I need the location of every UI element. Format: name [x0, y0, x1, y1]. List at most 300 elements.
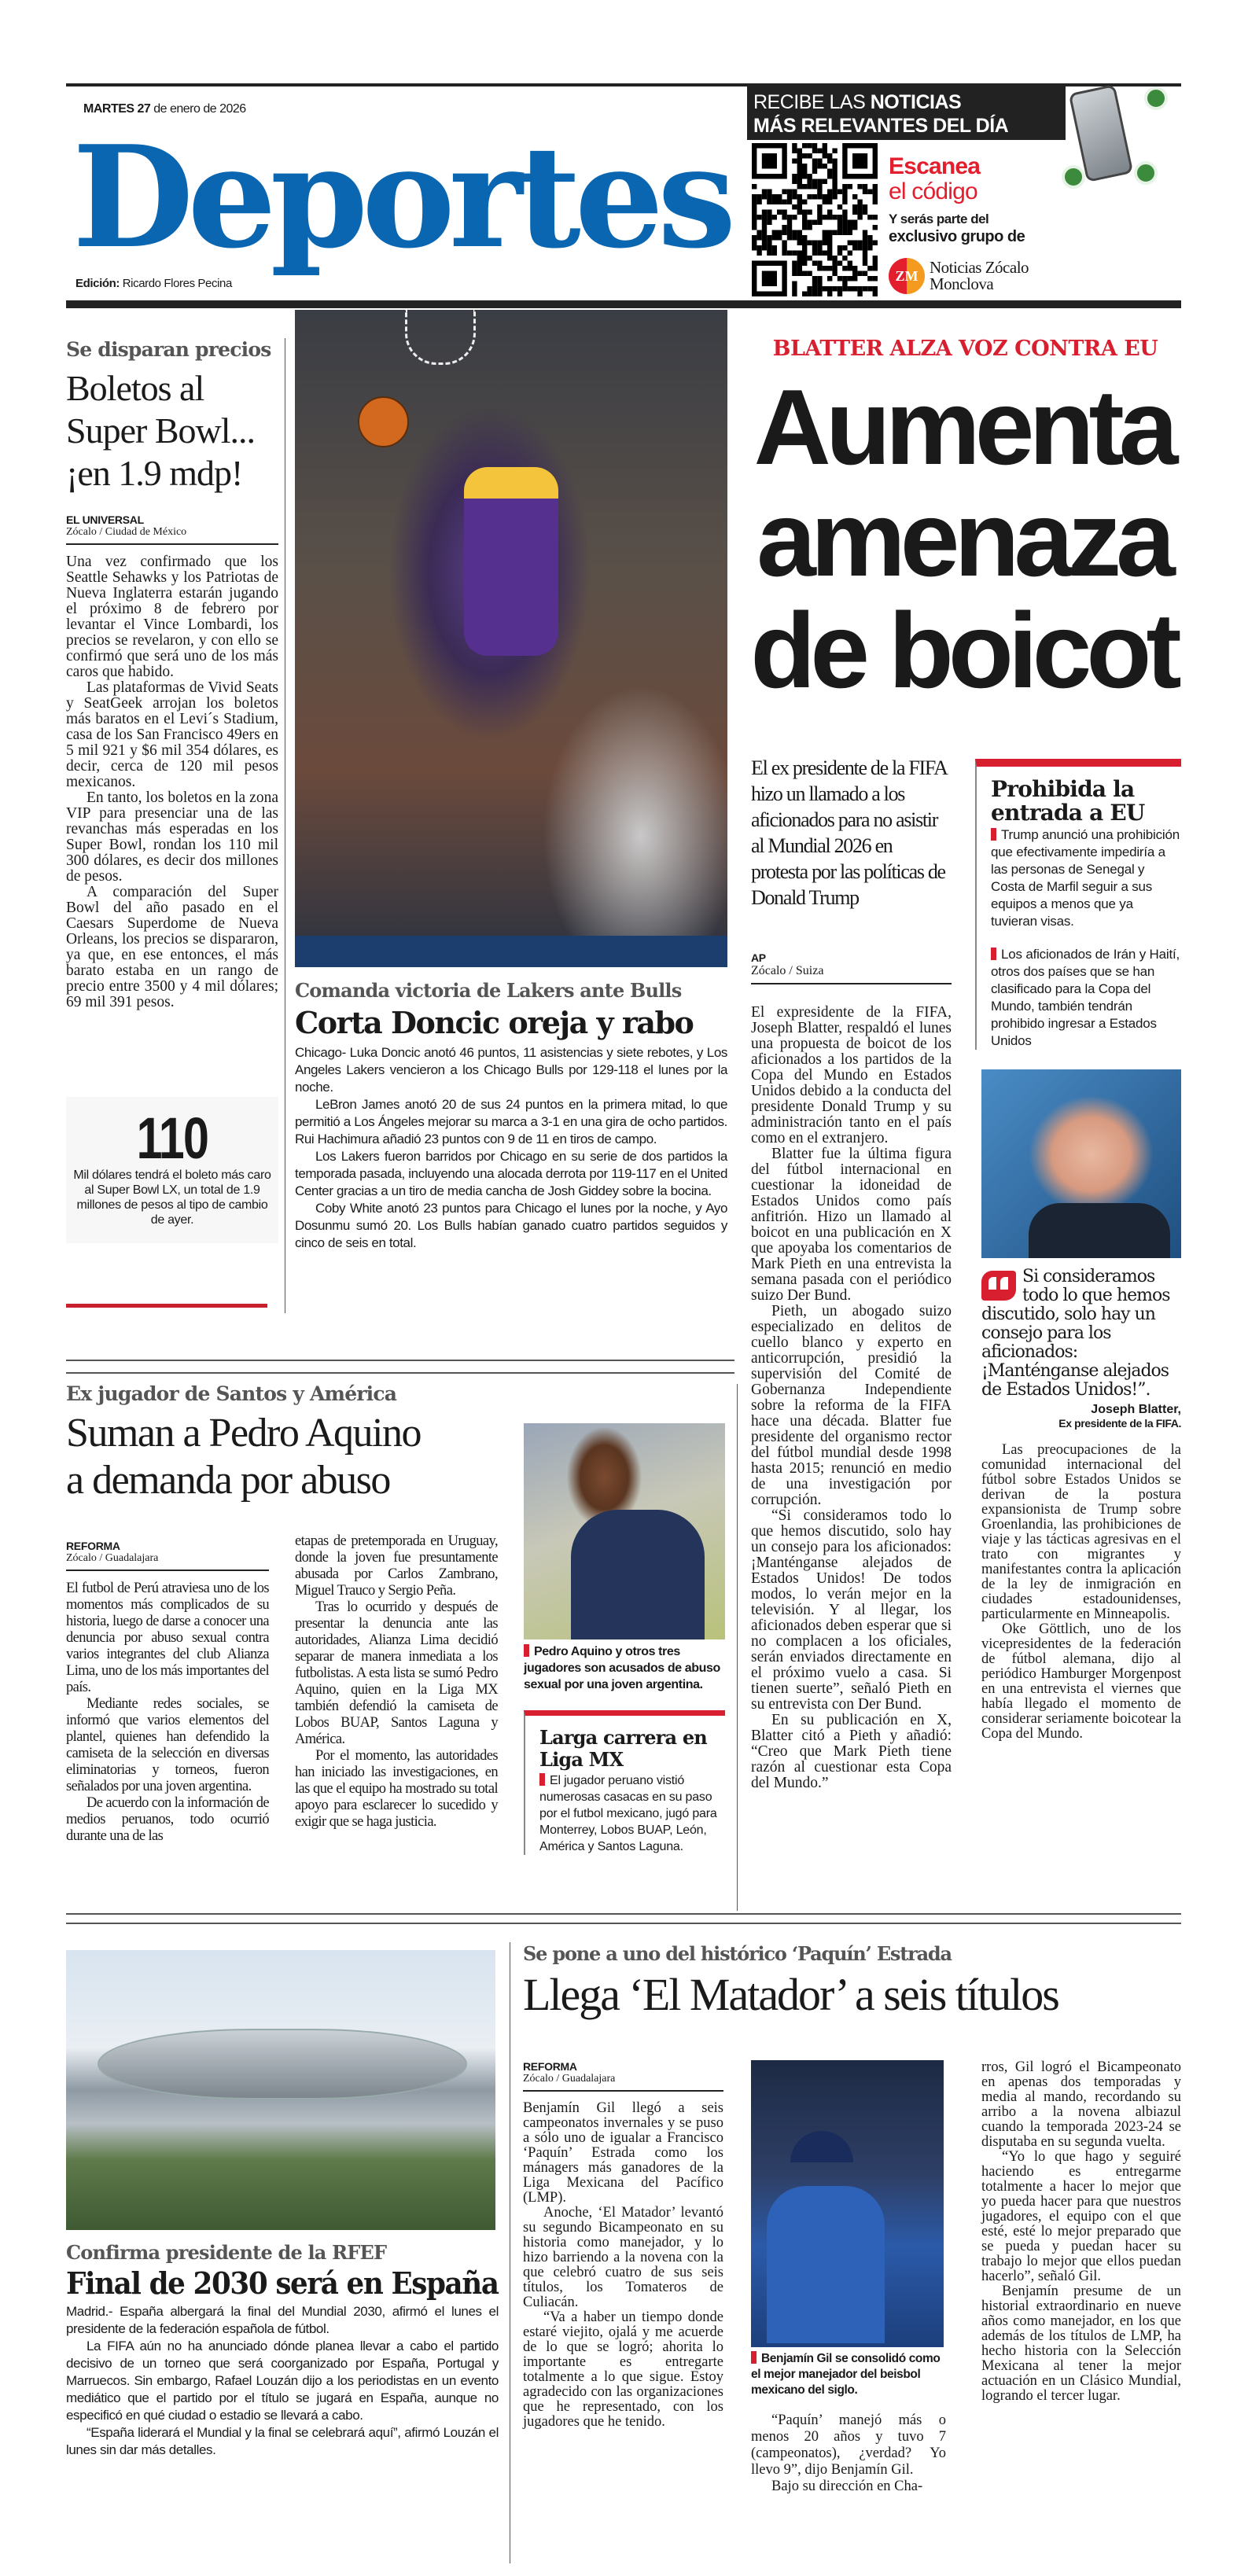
qr-module	[842, 266, 847, 271]
qr-module	[792, 143, 797, 149]
pull-quote	[981, 1268, 1181, 1430]
qr-module	[787, 200, 792, 205]
qr-module	[762, 230, 767, 236]
qr-module	[823, 235, 827, 241]
qr-module	[807, 220, 812, 226]
qr-module	[762, 235, 767, 241]
qr-module	[817, 204, 822, 210]
zm-logo-icon: ZM	[889, 258, 925, 294]
ad-line1a: RECIBE LAS	[753, 91, 871, 113]
ad-join1: Y serás parte del	[889, 212, 989, 226]
qr-module	[832, 271, 837, 277]
qr-module	[757, 215, 761, 220]
paragraph: Chicago- Luka Doncic anotó 46 puntos, 11 asistencias y siete rebotes, y Los Angeles Lakers vencieron a los Chicago Bulls por 129-118 el lunes por la noche.	[295, 1045, 727, 1095]
qr-module	[827, 276, 832, 282]
qr-module	[848, 225, 852, 230]
qr-module	[802, 143, 807, 149]
qr-module	[802, 225, 807, 230]
qr-module	[782, 210, 786, 215]
qr-module	[802, 241, 807, 246]
headline-line: amenaza	[757, 479, 1170, 598]
article-headline: Llega ‘El Matador’ a seis títulos	[523, 1969, 1058, 2020]
qr-module	[817, 286, 822, 292]
gil-body-col3	[981, 2060, 1181, 2404]
qr-module	[787, 230, 792, 236]
qr-module	[797, 159, 802, 164]
qr-module	[832, 215, 837, 220]
qr-module	[812, 220, 817, 226]
quote-author: Joseph Blatter,	[1091, 1403, 1181, 1416]
qr-module	[838, 230, 842, 236]
aquino-article	[66, 1382, 506, 1504]
paragraph: etapas de pretemporada en Uruguay, donde la joven fue presuntamente abusada por Carlos Zambrano, Miguel Trauco y Sergio Peña.	[295, 1533, 498, 1599]
ad-join2: exclusivo grupo de	[889, 228, 1025, 245]
article-kicker: Comanda victoria de Lakers ante Bulls	[295, 979, 682, 1002]
gil-byline	[523, 2060, 723, 2092]
qr-module	[812, 184, 817, 190]
qr-module	[817, 266, 822, 271]
qr-module	[812, 149, 817, 154]
gil-header	[523, 1942, 1184, 2022]
edition-credit	[75, 277, 232, 290]
qr-module	[797, 235, 802, 241]
qr-module	[863, 241, 867, 246]
qr-module	[817, 184, 822, 190]
qr-module	[762, 190, 767, 195]
qr-module	[827, 169, 832, 175]
qr-module	[767, 251, 771, 256]
headline-line: Super Bowl...	[66, 410, 255, 451]
aquino-body-col1	[66, 1581, 269, 1845]
paragraph: Tras lo ocurrido y después de presentar la denuncia ante las autoridades, Alianza Lima decidió separar de manera inmediata a los futbolistas. A esta lista se sumó Pedro Aquino, quien en la Liga MX también defendió la camiseta de Lobos BUAP, Santos Laguna y América.	[295, 1599, 498, 1747]
qr-module	[832, 194, 837, 200]
qr-module	[812, 251, 817, 256]
qr-module	[863, 245, 867, 251]
qr-module	[792, 230, 797, 236]
qr-module	[867, 190, 872, 195]
qr-module	[838, 286, 842, 292]
qr-module	[802, 271, 807, 277]
stat-text: Mil dólares tendrá el boleto más caro al Super Bowl LX, un total de 1.9 millones de pesos al tipo de cambio de ayer.	[73, 1168, 271, 1227]
paragraph: “Va a haber un tiempo donde estaré viejito, ojalá y me acuerde de lo que se logró; ahorita lo importante es entregarte totalmente a lo que sigue. Estoy agradecido con las organizaciones que he representado, con los jugadores que he tenido.	[523, 2309, 723, 2430]
sidebar-item-text: Trump anunció una prohibición que efectivamente impediría a las personas de Senegal y Costa de Marfil seguir a sus equipos a menos que ya tuvieran visas.	[991, 827, 1180, 929]
section-divider	[66, 1360, 734, 1361]
paragraph: Blatter fue la última figura del fútbol internacional en cuestionar la idoneidad de Estados Unidos como país anfitrión. Hizo un llamado al boicot en una publicación en X que apoyaba los comentarios de Mark Pieth en una entrevista la semana pasada con el periódico suizo Der Bund.	[751, 1146, 952, 1304]
qr-module	[797, 251, 802, 256]
qr-module	[797, 153, 802, 159]
qr-module	[762, 220, 767, 226]
qr-module	[802, 215, 807, 220]
paragraph: Los Lakers fueron barridos por Chicago en su serie de dos partidos la temporada pasada, incluyendo una alocada derrota por 119-117 en el United Center gracias a un tiro de media cancha de Josh Giddey sobre la bocina.	[295, 1149, 727, 1198]
article-body	[66, 2303, 499, 2459]
aquino-sidebar	[524, 1710, 725, 1855]
qr-module	[863, 210, 867, 215]
red-bullet-icon	[539, 1773, 545, 1786]
stat-red-rule	[66, 1304, 267, 1308]
aquino-body-col2	[295, 1533, 498, 1831]
qr-module	[752, 225, 757, 230]
qr-module	[863, 190, 867, 195]
article-location: Zócalo / Guadalajara	[66, 1552, 269, 1571]
qr-module	[873, 292, 878, 297]
headline-line: de boicot	[750, 591, 1176, 710]
qr-module	[812, 282, 817, 287]
qr-module	[873, 266, 878, 271]
qr-module	[823, 149, 827, 154]
qr-module	[767, 220, 771, 226]
qr-module	[797, 184, 802, 190]
qr-module	[767, 245, 771, 251]
brand-line2: Monclova	[930, 274, 994, 293]
qr-module	[807, 210, 812, 215]
qr-module	[792, 194, 797, 200]
qr-module	[812, 179, 817, 185]
qr-module	[757, 235, 761, 241]
qr-module	[857, 184, 862, 190]
article-body	[66, 554, 278, 1010]
paragraph: Una vez confirmado que los Seattle Sehawks y los Patriotas de Nueva Inglaterra estarán jugando el próximo 8 de febrero por levantar el Vince Lombardi, los precios se revelaron, y con ello se confirmó que será uno de los más caros que habido.	[66, 554, 278, 680]
qr-module	[848, 241, 852, 246]
qr-module	[772, 215, 777, 220]
article-source: AP	[751, 951, 766, 964]
qr-module	[802, 245, 807, 251]
qr-finder	[852, 153, 867, 169]
qr-module	[792, 271, 797, 277]
article-location: Zócalo / Ciudad de México	[66, 526, 278, 545]
sidebar-title: Prohibida la entrada a EU	[991, 776, 1145, 826]
qr-module	[832, 169, 837, 175]
stadium-roof	[98, 2029, 467, 2099]
qr-module	[823, 153, 827, 159]
qr-module	[812, 241, 817, 246]
benjamin-gil-photo	[751, 2060, 944, 2347]
quote-role: Ex presidente de la FIFA.	[1058, 1417, 1181, 1430]
qr-module	[762, 241, 767, 246]
qr-module	[838, 245, 842, 251]
qr-module	[838, 251, 842, 256]
qr-module	[757, 245, 761, 251]
headline-line: Boletos al	[66, 368, 204, 408]
qr-module	[873, 276, 878, 282]
joseph-blatter-photo	[981, 1069, 1181, 1258]
sidebar-title: Larga carrera en Liga MX	[539, 1726, 707, 1771]
article-headline	[66, 367, 278, 495]
qr-module	[838, 190, 842, 195]
qr-module	[802, 164, 807, 169]
qr-module	[827, 292, 832, 297]
aquino-byline	[66, 1540, 269, 1571]
qr-module	[852, 245, 857, 251]
article-source: EL UNIVERSAL	[66, 513, 144, 526]
sidebar-item-text: Los aficionados de Irán y Haití, otros dos países que se han clasificado para la Copa del Mundo, también tendrán prohibido ingresar a Estados Unidos	[991, 947, 1180, 1048]
paragraph: Por el momento, las autoridades han iniciado las investigaciones, en las que el equipo ha mostrado su total apoyo para esclarecer lo sucedido y exigir que se haga justicia.	[295, 1748, 498, 1830]
qr-module	[757, 230, 761, 236]
qr-module	[797, 200, 802, 205]
qr-module	[792, 174, 797, 179]
qr-module	[863, 286, 867, 292]
qr-module	[772, 200, 777, 205]
qr-module	[817, 276, 822, 282]
qr-module	[857, 200, 862, 205]
qr-module	[812, 143, 817, 149]
paragraph: “España liderará el Mundial y la final se celebrará aquí”, afirmó Louzán el lunes sin dar más detalles.	[66, 2425, 499, 2457]
qr-module	[787, 251, 792, 256]
superbowl-article	[66, 338, 278, 1010]
qr-module	[867, 286, 872, 292]
qr-module	[873, 215, 878, 220]
qr-module	[777, 200, 782, 205]
qr-module	[802, 210, 807, 215]
qr-module	[792, 159, 797, 164]
qr-module	[863, 235, 867, 241]
qr-module	[867, 276, 872, 282]
qr-module	[823, 251, 827, 256]
qr-module	[817, 159, 822, 164]
qr-module	[857, 245, 862, 251]
stat-number: 110	[136, 1106, 208, 1171]
qr-module	[792, 215, 797, 220]
qr-module	[812, 286, 817, 292]
qr-module	[827, 241, 832, 246]
qr-module	[767, 241, 771, 246]
photo-caption	[524, 1643, 725, 1693]
qr-finder	[762, 271, 777, 287]
qr-module	[873, 286, 878, 292]
qr-module	[873, 241, 878, 246]
ad-scan: Escanea	[889, 153, 981, 179]
qr-module	[823, 164, 827, 169]
qr-module	[782, 225, 786, 230]
qr-module	[848, 266, 852, 271]
qr-module	[812, 292, 817, 297]
qr-module	[857, 271, 862, 277]
qr-module	[852, 266, 857, 271]
qr-module	[823, 194, 827, 200]
qr-module	[817, 164, 822, 169]
qr-module	[823, 241, 827, 246]
qr-module	[852, 210, 857, 215]
brand-line1: Noticias Zócalo	[930, 258, 1029, 277]
ad-scan2: el código	[889, 178, 977, 204]
edition-name: Ricardo Flores Pecina	[119, 277, 232, 290]
qr-module	[838, 276, 842, 282]
qr-module	[807, 179, 812, 185]
qr-module	[852, 241, 857, 246]
red-bullet-icon	[751, 2351, 757, 2364]
qr-module	[832, 159, 837, 164]
paragraph: “Paquín’ manejó más o menos 20 años y tuvo 7 (campeonatos), ¿verdad? Yo llevo 9”, dijo Benjamín Gil.	[751, 2412, 946, 2478]
column-divider	[737, 1384, 738, 1911]
paragraph: De acuerdo con la información de medios peruanos, todo ocurrió durante una de las	[66, 1795, 269, 1844]
qr-module	[857, 215, 862, 220]
qr-module	[852, 271, 857, 277]
lebron-dunk-photo	[295, 310, 727, 967]
qr-module	[787, 235, 792, 241]
paragraph: A comparación del Super Bowl del año pasado en el Caesars Superdome de Nueva Orleans, los precios se dispararon, ya que, en ese entonces, el más barato estaba en un rango de precio entre 3500 y 4 mil dólares; 69 mil 391 pesos.	[66, 884, 278, 1010]
gil-body-col2	[751, 2412, 946, 2495]
qr-module	[857, 292, 862, 297]
qr-module	[797, 261, 802, 267]
qr-module	[757, 194, 761, 200]
article-headline: Final de 2030 será en España	[66, 2265, 499, 2301]
headline-line: Aumenta	[753, 367, 1173, 487]
quote-text: Si consideramos todo lo que hemos discutido, solo hay un consejo para los aficionados: ¡Manténganse alejados de Estados Unidos!”.	[981, 1267, 1170, 1400]
qr-module	[867, 266, 872, 271]
qr-module	[832, 190, 837, 195]
paragraph: “Si consideramos todo lo que hemos discutido, solo hay un consejo para los aficionados: ¡Manténganse alejados de Estados Unidos! De todos modos, lo verán mejor en la televisión. Y al llegar, los aficionados deben esperar que si no complacen a los oficiales, serán enviados directamente en el próximo vuelo a casa. Si tienen suerte”, señaló Pieth en su entrevista con Der Bund.	[751, 1507, 952, 1713]
qr-module	[817, 292, 822, 297]
article-kicker: Confirma presidente de la RFEF	[66, 2241, 387, 2264]
qr-module	[838, 292, 842, 297]
qr-module	[832, 230, 837, 236]
qr-module	[807, 292, 812, 297]
ad-line1b: NOTICIAS	[870, 91, 962, 113]
qr-module	[797, 241, 802, 246]
qr-module	[852, 286, 857, 292]
qr-module	[873, 225, 878, 230]
qr-module	[823, 286, 827, 292]
sidebar-item	[991, 946, 1181, 1050]
qr-module	[777, 210, 782, 215]
sidebar-item	[991, 826, 1181, 930]
suit	[1029, 1203, 1170, 1258]
jersey	[571, 1510, 705, 1639]
section-divider	[66, 1372, 734, 1374]
qr-module	[817, 215, 822, 220]
qr-code[interactable]	[752, 143, 878, 296]
qr-module	[772, 230, 777, 236]
qr-module	[863, 204, 867, 210]
qr-module	[852, 225, 857, 230]
qr-module	[827, 256, 832, 261]
qr-module	[873, 261, 878, 267]
qr-module	[838, 261, 842, 267]
paragraph: Las preocupaciones de la comunidad internacional del fútbol sobre Estados Unidos se derivan de la postura expansionista de Trump sobre Groenlandia, las prohibiciones de viaje y las tácticas agresivas en el trato con migrantes y manifestantes contra la aplicación de la ley de inmigración en ciudades estadounidenses, particularmente en Minneapolis.	[981, 1442, 1181, 1622]
qr-module	[817, 241, 822, 246]
qr-module	[782, 215, 786, 220]
qr-module	[802, 261, 807, 267]
qr-module	[848, 261, 852, 267]
qr-module	[752, 204, 757, 210]
qr-module	[842, 256, 847, 261]
qr-module	[807, 271, 812, 277]
qr-module	[797, 266, 802, 271]
qr-module	[792, 190, 797, 195]
qr-module	[782, 200, 786, 205]
qr-module	[762, 210, 767, 215]
qr-module	[852, 194, 857, 200]
qr-module	[827, 230, 832, 236]
qr-module	[802, 251, 807, 256]
qr-module	[823, 230, 827, 236]
qr-module	[762, 194, 767, 200]
paragraph: Benjamín presume de un historial extraordinario en nueve años como manejador, en los que además de los títulos de LMP, ha hecho historia con la Selección Mexicana al tener la mejor actuación en un Clásico Mundial, logrando el tercer lugar.	[981, 2283, 1181, 2404]
qr-module	[838, 204, 842, 210]
caption-text: Benjamín Gil se consolidó como el mejor manejador del beisbol mexicano del siglo.	[751, 2352, 941, 2397]
qr-module	[812, 159, 817, 164]
article-headline: Corta Doncic oreja y rabo	[295, 1005, 694, 1040]
qr-module	[863, 261, 867, 267]
qr-module	[812, 261, 817, 267]
qr-module	[792, 261, 797, 267]
qr-module	[802, 184, 807, 190]
qr-module	[767, 210, 771, 215]
blatter-kicker: BLATTER ALZA VOZ CONTRA EU	[772, 337, 1158, 361]
qr-module	[873, 190, 878, 195]
qr-module	[848, 230, 852, 236]
headline-line: ¡en 1.9 mdp!	[66, 453, 243, 493]
qr-module	[827, 174, 832, 179]
qr-module	[842, 276, 847, 282]
qr-module	[807, 143, 812, 149]
qr-module	[807, 241, 812, 246]
article-source: REFORMA	[66, 1540, 120, 1552]
qr-module	[838, 225, 842, 230]
qr-module	[792, 282, 797, 287]
qr-module	[797, 256, 802, 261]
article-kicker: Se pone a uno del histórico ‘Paquín’ Estrada	[523, 1942, 952, 1965]
qr-module	[842, 230, 847, 236]
whatsapp-ad[interactable]	[747, 86, 1180, 299]
qr-module	[817, 179, 822, 185]
qr-module	[838, 220, 842, 226]
qr-module	[792, 204, 797, 210]
qr-module	[842, 194, 847, 200]
paragraph: Bajo su dirección en Cha-	[771, 2478, 923, 2494]
qr-module	[797, 204, 802, 210]
qr-module	[842, 286, 847, 292]
qr-module	[797, 179, 802, 185]
article-location: Zócalo / Guadalajara	[523, 2073, 723, 2092]
qr-module	[792, 292, 797, 297]
qr-module	[782, 190, 786, 195]
qr-module	[787, 225, 792, 230]
qr-module	[838, 215, 842, 220]
basketball-icon	[358, 396, 409, 447]
qr-module	[752, 194, 757, 200]
qr-module	[807, 256, 812, 261]
qr-module	[762, 245, 767, 251]
qr-module	[817, 282, 822, 287]
qr-module	[867, 235, 872, 241]
ad-join-text	[889, 211, 1025, 245]
qr-module	[823, 200, 827, 205]
qr-module	[827, 251, 832, 256]
ad-scan-text	[889, 154, 980, 204]
qr-module	[827, 215, 832, 220]
qr-module	[792, 266, 797, 271]
qr-module	[842, 220, 847, 226]
qr-module	[867, 245, 872, 251]
qr-module	[812, 276, 817, 282]
section-title: Deportes	[72, 115, 731, 279]
qr-module	[832, 256, 837, 261]
qr-module	[792, 179, 797, 185]
lakers-article	[295, 979, 727, 1252]
whatsapp-icon	[1134, 161, 1158, 185]
qr-module	[807, 286, 812, 292]
qr-module	[767, 200, 771, 205]
qr-module	[807, 184, 812, 190]
qr-module	[787, 215, 792, 220]
paragraph: El expresidente de la FIFA, Joseph Blatter, respaldó el lunes una propuesta de boicot de los aficionados a los partidos de la Copa del Mundo en Estados Unidos debido a la conducta del presidente Donald Trump y su administración tanto en el país como en el extranjero.	[751, 1004, 952, 1146]
qr-module	[782, 251, 786, 256]
gil-body-col1	[523, 2101, 723, 2430]
qr-module	[848, 286, 852, 292]
qr-module	[752, 215, 757, 220]
qr-module	[832, 261, 837, 267]
paragraph: La FIFA aún no ha anunciado dónde planea llevar a cabo el partido decisivo de un torneo que será coorganizado por España, Portugal y Marruecos. Sin embargo, Rafael Louzán dijo a los periodistas en un evento mediático que el partido por el título se jugará en España, aunque no especificó en qué ciudad o estadio se llevará a cabo.	[66, 2339, 499, 2423]
